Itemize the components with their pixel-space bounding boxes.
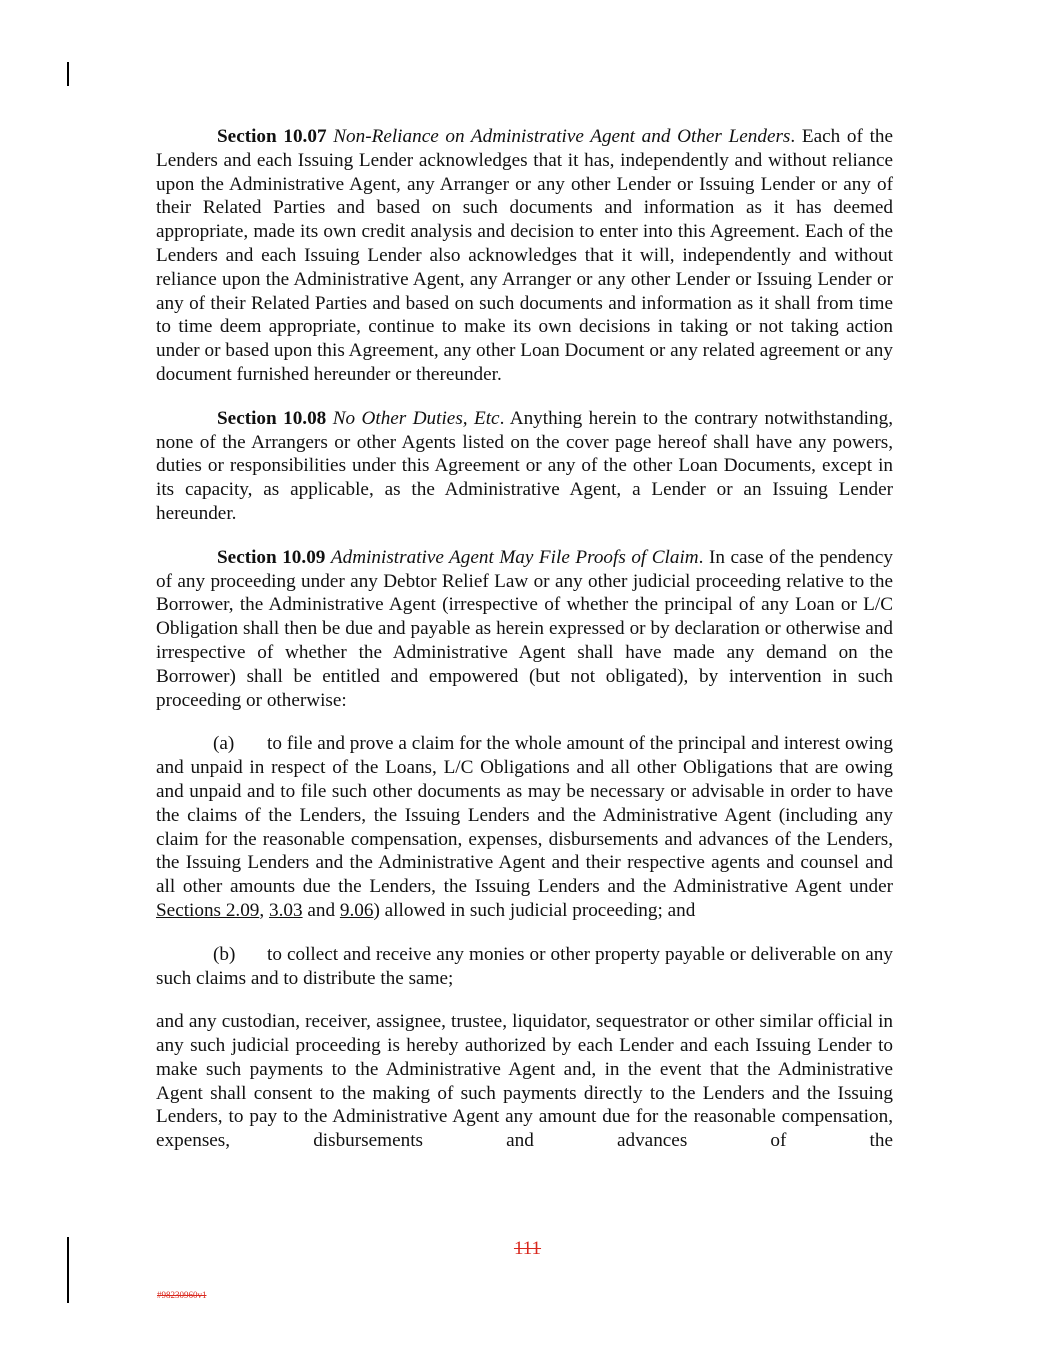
separator: , [259,899,269,921]
section-title: Non-Reliance on Administrative Agent and Other Lenders [333,126,791,147]
section-title: Administrative Agent May File Proofs of Claim [330,546,699,568]
section-number: Section 10.07 [217,126,327,147]
document-id: #98230960v1 [157,1290,207,1300]
section-body: . Each of the Lenders and each Issuing Lender acknowledges that it has, independently and without reliance upon the Administrative Agent, any Arranger or any other Lender or Issuing Lender or any of their Related Parties and based on such documents and information as it has deemed appropriate, made its own credit analysis and decision to enter into this Agreement. Each of the Lenders and each Issuing Lender also acknowledges that it will, independently and without reliance upon the Administrative Agent, any Arranger or any other Lender or Issuing Lender or any of their Related Parties and based on such documents and information as it shall from time to time deem appropriate, continue to make its own decisions in taking or not taking action under or based upon this Agreement, any other Loan Document or any related agreement or any document furnished hereunder or thereunder. [156,126,894,385]
clause-a [156,732,893,922]
clause-label: (a) [213,733,235,755]
separator: and [302,899,340,921]
section-ref-link[interactable]: 3.03 [269,899,303,921]
section-10-07 [156,125,893,387]
clause-tail: ) allowed in such judicial proceeding; and [373,899,696,921]
clause-text: to file and prove a claim for the whole amount of the principal and interest owing and unpaid in respect of the Loans, L/C Obligations and all other Obligations that are owing and unpaid and to file such other documents as may be necessary or advisable in order to have the claims of the Lenders, the Issuing Lenders and the Administrative Agent (including any claim for the reasonable compensation, expenses, disbursements and advances of the Lenders, the Issuing Lenders and the Administrative Agent and their respective agents and counsel and all other amounts due the Lenders, the Issuing Lenders and the Administrative Agent under [156,733,893,898]
section-ref-link[interactable]: 9.06 [339,899,374,921]
clause-label: (b) [213,943,236,965]
section-number: Section 10.08 [217,407,327,429]
clause-b [156,943,893,991]
section-number: Section 10.09 [217,546,326,568]
section-body: . In case of the pendency of any proceeding under any Debtor Relief Law or any other judicial proceeding relative to the Borrower, the Administrative Agent (irrespective of whether the principal of any Loan or L/C Obligation shall then be due and payable as herein expressed or by declaration or otherwise and irrespective of whether the Administrative Agent shall have made any demand on the Borrower) shall be entitled and empowered (but not obligated), by intervention in such proceeding or otherwise: [156,546,893,711]
page-number: 111 [513,1238,542,1259]
section-body: . Anything herein to the contrary notwithstanding, none of the Arrangers or other Agents listed on the cover page hereof shall have any powers, duties or responsibilities under this Agreement or any of the other Loan Documents, except in its capacity, as applicable, as the Administrative Agent, a Lender or an Issuing Lender hereunder. [156,407,893,524]
section-10-09 [156,546,893,713]
change-bar-top [67,62,69,86]
clause-text: to collect and receive any monies or other property payable or deliverable on any such claims and to distribute the same; [156,943,893,989]
document-body [156,125,893,1153]
section-10-08 [156,407,893,526]
section-ref-link[interactable]: Sections 2.09 [156,899,260,921]
section-title: No Other Duties, Etc [332,407,500,429]
closing-paragraph: and any custodian, receiver, assignee, trustee, liquidator, sequestrator or other similar official in any such judicial proceeding is hereby authorized by each Lender and each Issuing Lender to make such payments to the Administrative Agent and, in the event that the Administrative Agent shall consent to the making of such payments directly to the Lenders and the Issuing Lenders, to pay to the Administrative Agent any amount due for the reasonable compensation, expenses, disbursements and advances of the [156,1011,893,1152]
